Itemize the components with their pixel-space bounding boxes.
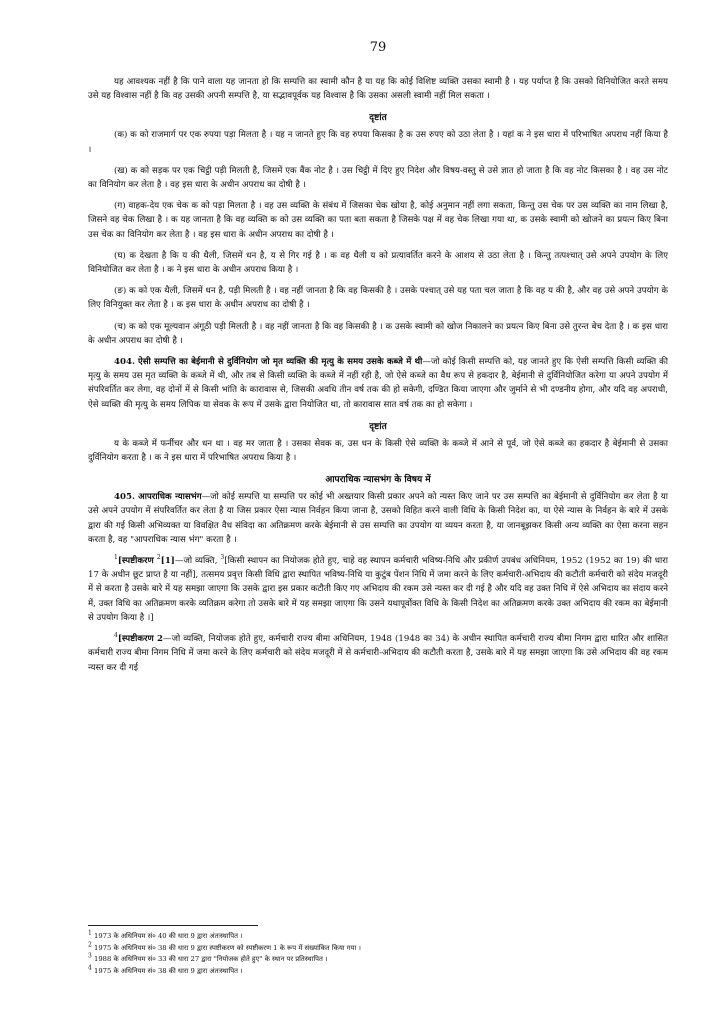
section-405	[88, 490, 668, 547]
footnote-item	[88, 943, 668, 955]
illustration-cha: (च) क को एक मूल्यवान अंगूठी पड़ी मिलती है । वह नहीं जानता है कि वह किसकी है । क उसके स्वामी को खोज निकालने का प्रयत्न किए बिना उसे तुरन्त बेच देता है । क इस धारा के अधीन अपराध का दोषी है ।	[88, 321, 668, 346]
footnote-text: 1988 के अधिनियम सं० 33 की धारा 27 द्वारा "नियोजक होते हुए" के स्थान पर प्रतिस्थापित ।	[94, 955, 328, 964]
footnote-number: 1	[88, 929, 92, 937]
footnote-ref-4: 4	[114, 632, 118, 640]
illustration-ka: (क) क को राजमार्ग पर एक रुपया पड़ा मिलता है । यह न जानते हुए कि वह रुपया किसका है क उस रुपए को उठा लेता है । यहां क ने इस धारा में परिभाषित अपराध नहीं किया है ।	[88, 130, 668, 155]
explanation-1-text: [किसी स्थापन का नियोजक होते हुए, चाहे वह स्थापन कर्मचारी भविष्य-निधि और प्रकीर्ण उपबंध अधिनियम, 1952 (1952 का 19) की धारा 17 के अधीन छूट प्राप्त है या नहीं], तत्समय प्रवृत्त किसी विधि द्वारा स्थापित भविष्य-निधि या कुटुंब पेंशन निधि में जमा करने के लिए कर्मचारी-अभिदाय की कटौती कर्मचारी को संदेय मजदूरी में से करता है उसके बारे में यह समझा जाएगा कि उसके द्वारा इस प्रकार कटौती किए गए अभिदाय की रकम उसे न्यस्त कर दी गई है और यदि वह उक्त निधि में ऐसे अभिदाय का संदाय करने में, उक्त विधि का अतिक्रमण करके व्यतिक्रम करेगा तो उसके बारे में यह समझा जाएगा कि उसने यथापूर्वोक्त विधि के किसी निदेश का अतिक्रमण करके उक्त अभिदाय की रकम का बेईमानी से उपयोग किया है ।]	[88, 556, 669, 623]
page-number: 79	[369, 40, 387, 55]
section-405-title: आपराधिक न्यासभंग	[138, 492, 202, 503]
footnote-item	[88, 954, 668, 966]
explanation-2-text: —जो व्यक्ति, नियोजक होते हुए, कर्मचारी राज्य बीमा अधिनियम, 1948 (1948 का 34) के अधीन स्थापित कर्मचारी राज्य बीमा निगम द्वारा धारित और शासित कर्मचारी राज्य बीमा निगम निधि में जमा करने के लिए कर्मचारी को संदेय मजदूरी में से कर्मचारी-अभिदाय की कटौती करता है, उसके बारे में यह समझा जाएगा कि उसे अभिदाय की वह रकम न्यस्त कर दी गई	[88, 634, 668, 673]
illustration-nga: (ङ) क को एक थैली, जिसमें धन है, पड़ी मिलती है । वह नहीं जानता है कि वह किसकी है । उसके पश्चात् उसे यह पता चल जाता है कि वह य की है, और वह उसे अपने उपयोग के लिए विनियुक्त कर लेता है । क इस धारा के अधीन अपराध का दोषी है ।	[88, 286, 668, 311]
explanation-1-label: [स्पष्टीकरण	[117, 556, 157, 567]
explanation-1-dash: —जो व्यक्ति,	[174, 556, 221, 567]
explanation-1	[88, 554, 668, 625]
footnote-number: 4	[88, 964, 92, 972]
footnote-ref-1: 1	[114, 554, 118, 562]
footnote-divider	[88, 925, 258, 926]
explanation-2	[88, 632, 668, 675]
section-405-text: —जो कोई सम्पत्ति या सम्पत्ति पर कोई भी अख्तयार किसी प्रकार अपने को न्यस्त किए जाने पर उस सम्पत्ति का बेईमानी से दुर्विनियोग कर लेता है या उसे अपने उपयोग में संपरिवर्तित कर लेता है या जिस प्रकार ऐसा न्यास निर्वहन किया जाना है, उसको विहित करने वाली विधि के किसी निदेश का, या ऐसे न्यास के निर्वहन के बारे में उसके द्वारा की गई किसी अभिव्यक्त या विवक्षित वैध संविदा का अतिक्रमण करके बेईमानी से उस सम्पत्ति का उपयोग या व्ययन करता है, या जानबूझकर किसी अन्य व्यक्ति का ऐसा करना सहन करता है, वह "आपराधिक न्यास भंग" करता है ।	[88, 492, 668, 545]
footnote-item	[88, 966, 668, 978]
section-404-title: ऐसी सम्पत्ति का बेईमानी से दुर्विनियोग जो मृत व्यक्ति की मृत्यु के समय उसके कब्जे में थी	[138, 357, 423, 368]
illustration-ga: (ग) वाहक-देय एक चेक क को पड़ा मिलता है । वह उस व्यक्ति के संबंध में जिसका चेक खोया है, कोई अनुमान नहीं लगा सकता, किन्तु उस चेक पर उस व्यक्ति का नाम लिखा है, जिसने वह चेक लिखा है । क यह जानता है कि वह व्यक्ति क को उस व्यक्ति का पता बता सकता है जिसके पक्ष में वह चेक लिखा गया था, क उसके स्वामी को खोजने का प्रयत्न किए बिना उस चेक का विनियोग कर लेता है । वह इस धारा के अधीन अपराध का दोषी है ।	[88, 201, 668, 240]
section-404	[88, 355, 668, 412]
footnote-number: 3	[88, 952, 92, 960]
illustration-kha: (ख) क को सड़क पर एक चिट्ठी पड़ी मिलती है, जिसमें एक बैंक नोट है । उस चिट्ठी में दिए हुए निदेश और विषय-वस्तु से उसे ज्ञात हो जाता है कि वह नोट किसका है । वह उस नोट का विनियोग कर लेता है । वह इस धारा के अधीन अपराध का दोषी है ।	[88, 165, 668, 191]
footnote-ref-2: 2	[156, 554, 161, 562]
section-405-number: 405.	[114, 492, 135, 503]
illustrations-heading: दृष्टांत	[369, 113, 387, 124]
footnote-text: 1975 के अधिनियम सं० 38 की धारा 9 द्वारा अंतःस्थापित ।	[94, 966, 243, 975]
illustrations-heading-2: दृष्टांत	[369, 421, 387, 432]
footnote-text: 1975 के अधिनियम सं० 38 की धारा 9 द्वारा स्पष्टीकरण को स्पष्टीकरण 1 के रूप में संख्यांकित किया गया ।	[94, 943, 361, 952]
section-404-number: 404.	[114, 357, 135, 368]
illustration-gha: (घ) क देखता है कि य की थैली, जिसमें धन है, य से गिर गई है । क वह थैली य को प्रत्यावर्तित करने के आशय से उठा लेता है । किन्तु तत्पश्चात् उसे अपने उपयोग के लिए विनियोजित कर लेता है । क ने इस धारा के अधीन अपराध किया है ।	[88, 250, 668, 276]
footnote-item	[88, 931, 668, 943]
footnote-ref-3: 3	[220, 554, 225, 562]
explanation-1-label-tail: [1]	[160, 556, 175, 567]
footnote-number: 2	[88, 941, 92, 949]
section-404-text: —जो कोई किसी सम्पत्ति को, यह जानते हुए कि ऐसी सम्पत्ति किसी व्यक्ति की मृत्यु के समय उस मृत व्यक्ति के कब्जे में थी, और तब से किसी व्यक्ति के कब्जे में नहीं रही है, जो ऐसे कब्जे का वैध रूप से हकदार है, बेईमानी से दुर्विनियोजित करेगा या अपने उपयोग में संपरिवर्तित कर लेगा, वह दोनों में से किसी भांति के कारावास से, जिसकी अवधि तीन वर्ष तक की हो सकेगी, दण्डित किया जाएगा और जुर्माने से भी दण्डनीय होगा, और यदि वह अपराधी, ऐसे व्यक्ति की मृत्यु के समय लिपिक या सेवक के रूप में उसके द्वारा नियोजित था, तो कारावास सात वर्ष तक का हो सकेगा ।	[88, 357, 669, 410]
explanation-2-label: [स्पष्टीकरण 2	[117, 634, 163, 645]
illustration-404: य के कब्जे में फर्नीचर और धन था । वह मर जाता है । उसका सेवक क, उस धन के किसी ऐसे व्यक्ति के कब्जे में आने से पूर्व, जो ऐसे कब्जे का हकदार है बेईमानी से उसका दुर्विनियोग करता है । क ने इस धारा में परिभाषित अपराध किया है ।	[88, 438, 668, 464]
chapter-heading: आपराधिक न्यासभंग के विषय में	[325, 475, 431, 486]
document-page	[88, 40, 668, 682]
footnotes	[88, 931, 668, 977]
footnote-text: 1973 के अधिनियम सं० 40 की धारा 9 द्वारा अंतःस्थापित ।	[94, 932, 243, 940]
intro-paragraph: यह आवश्यक नहीं है कि पाने वाला यह जानता हो कि सम्पत्ति का स्वामी कौन है या यह कि कोई विशिष्ट व्यक्ति उसका स्वामी है । यह पर्याप्त है कि उसको विनियोजित करते समय उसे यह विश्वास नहीं है कि वह उसकी अपनी सम्पत्ति है, या सद्भावपूर्वक यह विश्वास है कि उसका असली स्वामी नहीं मिल सकता ।	[88, 77, 668, 102]
